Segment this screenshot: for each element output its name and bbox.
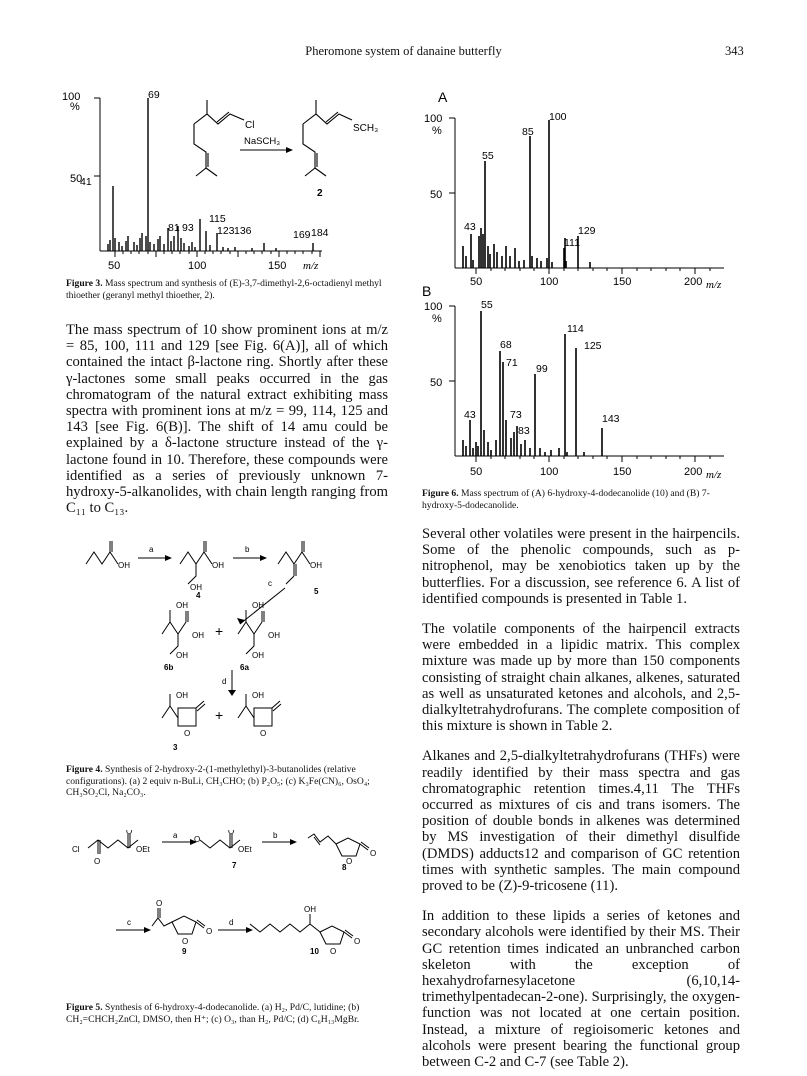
fig4-ring-o-2: O xyxy=(260,729,267,738)
fig5-arrow-d: d xyxy=(229,918,234,927)
fig5-o-4: O xyxy=(228,830,235,836)
fig6-caption-label: Figure 6. xyxy=(422,488,459,499)
figure-6-caption xyxy=(422,488,740,511)
paragraph-alkanes-thfs: Alkanes and 2,5-dialkyltetrahydrofurans (THFs) were readily identified by their mass spectra and gas chromatographic retention times.4,11 The THFs occurred as mixtures of cis and trans isomers. The position of double bonds in alkenes was determined by MS investigation of their dimethyl disulfide (DMDS) adducts12 and comparison of GC retention times with synthetic samples. The main compound proved to be (Z)-9-tricosene (11). xyxy=(422,748,740,895)
fig3-peaks xyxy=(108,98,313,251)
fig3-x-ticks xyxy=(115,251,320,257)
fig6a-x100: 100 xyxy=(540,276,559,288)
figure-3 xyxy=(60,86,395,276)
fig3-ypct: % xyxy=(70,101,80,113)
fig3-peak-136: 136 xyxy=(234,225,252,237)
fig6a-x200: 200 xyxy=(684,276,703,288)
fig5-o-9: O xyxy=(206,927,213,936)
fig5-o-11: O xyxy=(354,937,361,946)
right-column-text xyxy=(422,526,740,1070)
fig6b-y100: 100 xyxy=(424,301,443,313)
fig5-compound-7: 7 xyxy=(232,861,237,870)
fig5-o-3: O xyxy=(194,835,201,844)
fig5-o-10: O xyxy=(330,947,337,956)
figure-5-caption xyxy=(66,1002,388,1025)
fig3-sch3: SCH₃ xyxy=(353,123,379,134)
fig4-compound-4: 4 xyxy=(196,591,201,600)
fig6a-peak-43: 43 xyxy=(464,221,476,233)
fig6b-peak-71: 71 xyxy=(506,357,518,369)
fig4-oh-7: OH xyxy=(176,651,188,660)
fig4-oh-11: OH xyxy=(176,691,188,700)
fig4-oh-1: OH xyxy=(118,561,130,570)
fig3-structure-2 xyxy=(303,100,352,176)
fig5-o-5: O xyxy=(346,857,353,866)
fig5-arrow-c: c xyxy=(127,918,131,927)
fig4-oh-10: OH xyxy=(252,651,264,660)
paragraph-lipidic-matrix: The volatile components of the hairpencil extracts were embedded in a lipidic matrix. This complex mixture was made up by more than 150 components consisting of straight chain alkanes, alkenes, saturated as well as unsaturated ketones and alcohols, and 2,5-dialkyltetrahydrofurans. The complete composition of this mixture is shown in Table 2. xyxy=(422,621,740,735)
fig4-arrow-a: a xyxy=(149,545,154,554)
fig4-oh-5: OH xyxy=(176,601,188,610)
fig6b-peak-125: 125 xyxy=(584,340,602,352)
figure-4-caption xyxy=(66,764,388,799)
fig6a-y50: 50 xyxy=(430,189,443,201)
fig6b-y50: 50 xyxy=(430,377,443,389)
paragraph-ms-of-10 xyxy=(66,322,388,516)
fig5-compound-9: 9 xyxy=(182,947,187,956)
fig4-plus-2: + xyxy=(215,707,224,723)
fig5-oh: OH xyxy=(304,905,316,914)
figure-6 xyxy=(418,86,748,486)
fig5-arrow-a: a xyxy=(173,831,178,840)
fig3-y50: 50 xyxy=(70,173,83,185)
fig6b-peak-83: 83 xyxy=(518,425,530,437)
fig6b-x150: 150 xyxy=(613,466,632,478)
fig3-peak-184: 184 xyxy=(311,227,329,239)
fig5-caption-text: Synthesis of 6-hydroxy-4-dodecanolide. (a) H₂, Pd/C, lutidine; (b) CH₂=CHCH₂ZnCl, DMSO, then H⁺; (c) O₃, than H₂, Pd/C; (d) C₆H₁₃MgBr. xyxy=(66,1002,360,1025)
fig3-peak-93: 93 xyxy=(182,222,194,234)
paragraph-1-text: The mass spectrum of 10 show prominent ions at m/z = 85, 100, 111 and 129 [see Fig. 6(A)], all of which contained the intact β-lactone ring. Shortly after these γ-lactones some small peaks occurred in the gas chromatogram of the natural extract exhibiting mass spectra with prominent ions at m/z = 99, 114, 125 and 143 [see Fig. 6(B)]. The shift of 14 amu could be explained by a δ-lactone structure instead of the γ-lactone found in 10. Therefore, these compounds were identified as a series of previously unknown 7-hydroxy-5-alkanolides, with chain length ranging from C₁₁ to C₁₃. xyxy=(66,322,388,517)
fig6b-peak-68: 68 xyxy=(500,339,512,351)
fig4-oh-8: OH xyxy=(252,601,264,610)
fig5-o-2: O xyxy=(126,830,133,836)
figure-5 xyxy=(72,830,392,960)
fig6b-peak-55: 55 xyxy=(481,299,493,311)
fig4-ring-o-1: O xyxy=(184,729,191,738)
fig6-panel-b: B xyxy=(422,283,432,299)
fig4-arrow-d: d xyxy=(222,677,227,686)
fig6a-peak-111: 111 xyxy=(564,237,580,249)
fig6b-x200: 200 xyxy=(684,466,703,478)
fig5-cl: Cl xyxy=(72,845,80,854)
fig3-peak-123: 123 xyxy=(217,225,235,237)
fig3-peak-115: 115 xyxy=(209,213,226,225)
fig4-caption-text: Synthesis of 2-hydroxy-2-(1-methylethyl)-3-butanolides (relative configurations). (a) 2 equiv n-BuLi, CH₃CHO; (b) P₂O₅; (c) K₃Fe(CN)₆, OsO₄; CH₃SO₂Cl, Na₂CO₃. xyxy=(66,764,370,799)
fig4-compound-3: 3 xyxy=(173,743,178,752)
fig3-peak-81: 81 xyxy=(168,222,180,234)
fig3-peak-69: 69 xyxy=(148,89,160,101)
fig4-arrow-b: b xyxy=(245,545,250,554)
fig6a-peak-100: 100 xyxy=(549,111,567,123)
fig6b-peak-114: 114 xyxy=(567,323,584,335)
fig4-oh-2: OH xyxy=(212,561,224,570)
fig6a-peak-85: 85 xyxy=(522,126,534,138)
paragraph-ketones-alcohols: In addition to these lipids a series of ketones and secondary alcohols were identified by their MS. Their GC retention times indicated an unbranched carbon skeleton with the exception of hexahydrofarnesylacetone (6,10,14-trimethylpentadecan-2-one). Surprisingly, the oxygen-function was not located at one certain position. Instead, a mixture of regioisomeric ketones and alcohols were present bearing the functional group between C-2 and C-7 (see Table 2). xyxy=(422,908,740,1071)
fig6b-peak-labels xyxy=(464,299,620,437)
figure-4 xyxy=(80,538,380,760)
fig6a-peak-55: 55 xyxy=(482,150,494,162)
fig3-peak-labels xyxy=(80,89,329,241)
fig6b-peak-73: 73 xyxy=(510,409,522,421)
fig4-compound-5: 5 xyxy=(314,587,319,596)
fig6a-x150: 150 xyxy=(613,276,632,288)
fig4-arrow-c: c xyxy=(268,579,272,588)
fig6a-x50: 50 xyxy=(470,276,483,288)
running-title: Pheromone system of danaine butterfly xyxy=(305,44,502,58)
fig6a-peak-129: 129 xyxy=(578,225,596,237)
fig6-panel-a: A xyxy=(438,89,448,105)
fig6b-peak-43: 43 xyxy=(464,409,476,421)
fig5-oet-1: OEt xyxy=(136,845,150,854)
fig3-y100: 100 xyxy=(62,91,81,103)
fig6a-x-unit: m/z xyxy=(706,279,722,291)
fig4-oh-3: OH xyxy=(310,561,322,570)
figure-3-caption xyxy=(66,278,388,301)
fig5-arrow-b: b xyxy=(273,831,278,840)
fig4-plus-1: + xyxy=(215,623,224,639)
fig4-compound-6b: 6b xyxy=(164,663,174,672)
fig4-oh-4: OH xyxy=(190,583,202,592)
fig6b-ypct: % xyxy=(432,313,442,325)
paragraph-volatiles: Several other volatiles were present in the hairpencils. Some of the phenolic compounds, such as p-nitrophenol, may be xenobiotics taken up by the butterflies. For a discussion, see reference 6. A list of identified compounds is presented in Table 1. xyxy=(422,526,740,607)
fig3-peak-41: 41 xyxy=(80,176,92,188)
fig4-compound-6a: 6a xyxy=(240,663,249,672)
fig5-o-6: O xyxy=(370,849,377,858)
fig6-caption-text: Mass spectrum of (A) 6-hydroxy-4-dodecanolide (10) and (B) 7-hydroxy-5-dodecanolide. xyxy=(422,488,710,511)
fig5-oet-2: OEt xyxy=(238,845,252,854)
fig4-oh-9: OH xyxy=(268,631,280,640)
fig3-x-unit: m/z xyxy=(303,260,319,272)
fig5-o-8: O xyxy=(182,937,189,946)
fig3-x100: 100 xyxy=(188,260,207,272)
fig5-compound-10: 10 xyxy=(310,947,319,956)
fig6b-peak-99: 99 xyxy=(536,363,548,375)
fig6b-x50: 50 xyxy=(470,466,483,478)
fig6a-ypct: % xyxy=(432,125,442,137)
fig3-caption-text: Mass spectrum and synthesis of (E)-3,7-dimethyl-2,6-octadienyl methyl thioether (geranyl methyl thioether, 2). xyxy=(66,278,382,301)
fig3-peak-169: 169 xyxy=(293,229,311,241)
fig3-structure-1 xyxy=(194,100,244,176)
fig3-x150: 150 xyxy=(268,260,287,272)
fig4-oh-6: OH xyxy=(192,631,204,640)
fig5-o-1: O xyxy=(94,857,101,866)
fig6b-x100: 100 xyxy=(540,466,559,478)
fig3-cl: Cl xyxy=(245,120,255,131)
fig6b-peak-143: 143 xyxy=(602,413,620,425)
fig5-caption-label: Figure 5. xyxy=(66,1002,103,1013)
fig3-compound-2: 2 xyxy=(317,188,323,199)
fig6a-y100: 100 xyxy=(424,113,443,125)
fig3-reagent: NaSCH₃ xyxy=(244,136,281,147)
fig3-x50: 50 xyxy=(108,260,121,272)
page-number: 343 xyxy=(725,44,744,58)
fig6b-x-unit: m/z xyxy=(706,469,722,481)
fig4-oh-12: OH xyxy=(252,691,264,700)
fig3-caption-label: Figure 3. xyxy=(66,278,103,289)
fig4-caption-label: Figure 4. xyxy=(66,764,103,775)
fig5-o-7: O xyxy=(156,899,163,908)
fig5-compound-8: 8 xyxy=(342,863,347,872)
